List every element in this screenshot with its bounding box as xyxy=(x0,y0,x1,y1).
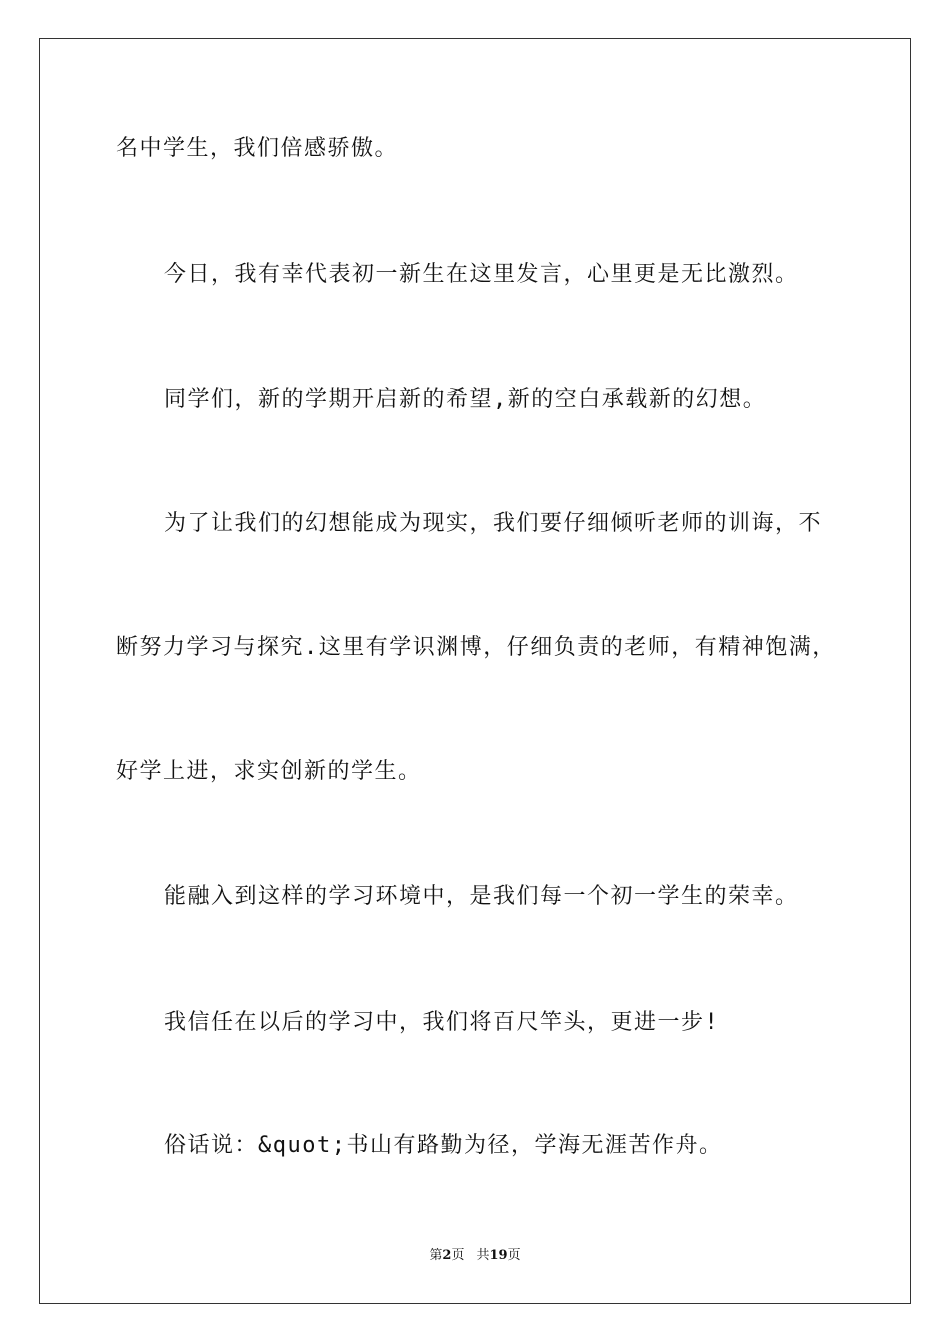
footer-page-number: 2 xyxy=(442,1248,452,1263)
footer-total-prefix: 共 xyxy=(476,1248,490,1263)
body-line: 我信任在以后的学习中，我们将百尺竿头，更进一步! xyxy=(164,1010,720,1035)
body-line: 为了让我们的幻想能成为现实，我们要仔细倾听老师的训诲，不 xyxy=(164,511,823,536)
page-footer xyxy=(0,1247,950,1265)
body-line: 俗话说：&quot;书山有路勤为径，学海无涯苦作舟。 xyxy=(164,1133,723,1158)
body-line: 名中学生，我们倍感骄傲。 xyxy=(116,136,399,161)
footer-page-prefix: 第 xyxy=(429,1248,443,1263)
body-line: 今日，我有幸代表初一新生在这里发言，心里更是无比激烈。 xyxy=(164,262,799,287)
page-frame xyxy=(39,38,911,1304)
footer-page-suffix: 页 xyxy=(451,1248,465,1263)
footer-total-pages: 19 xyxy=(489,1248,508,1263)
body-line: 同学们，新的学期开启新的希望,新的空白承载新的幻想。 xyxy=(164,387,767,412)
body-line: 断努力学习与探究.这里有学识渊博，仔细负责的老师，有精神饱满， xyxy=(116,635,836,660)
body-line: 能融入到这样的学习环境中，是我们每一个初一学生的荣幸。 xyxy=(164,884,799,909)
body-line: 好学上进，求实创新的学生。 xyxy=(116,759,422,784)
footer-total-suffix: 页 xyxy=(507,1248,521,1263)
